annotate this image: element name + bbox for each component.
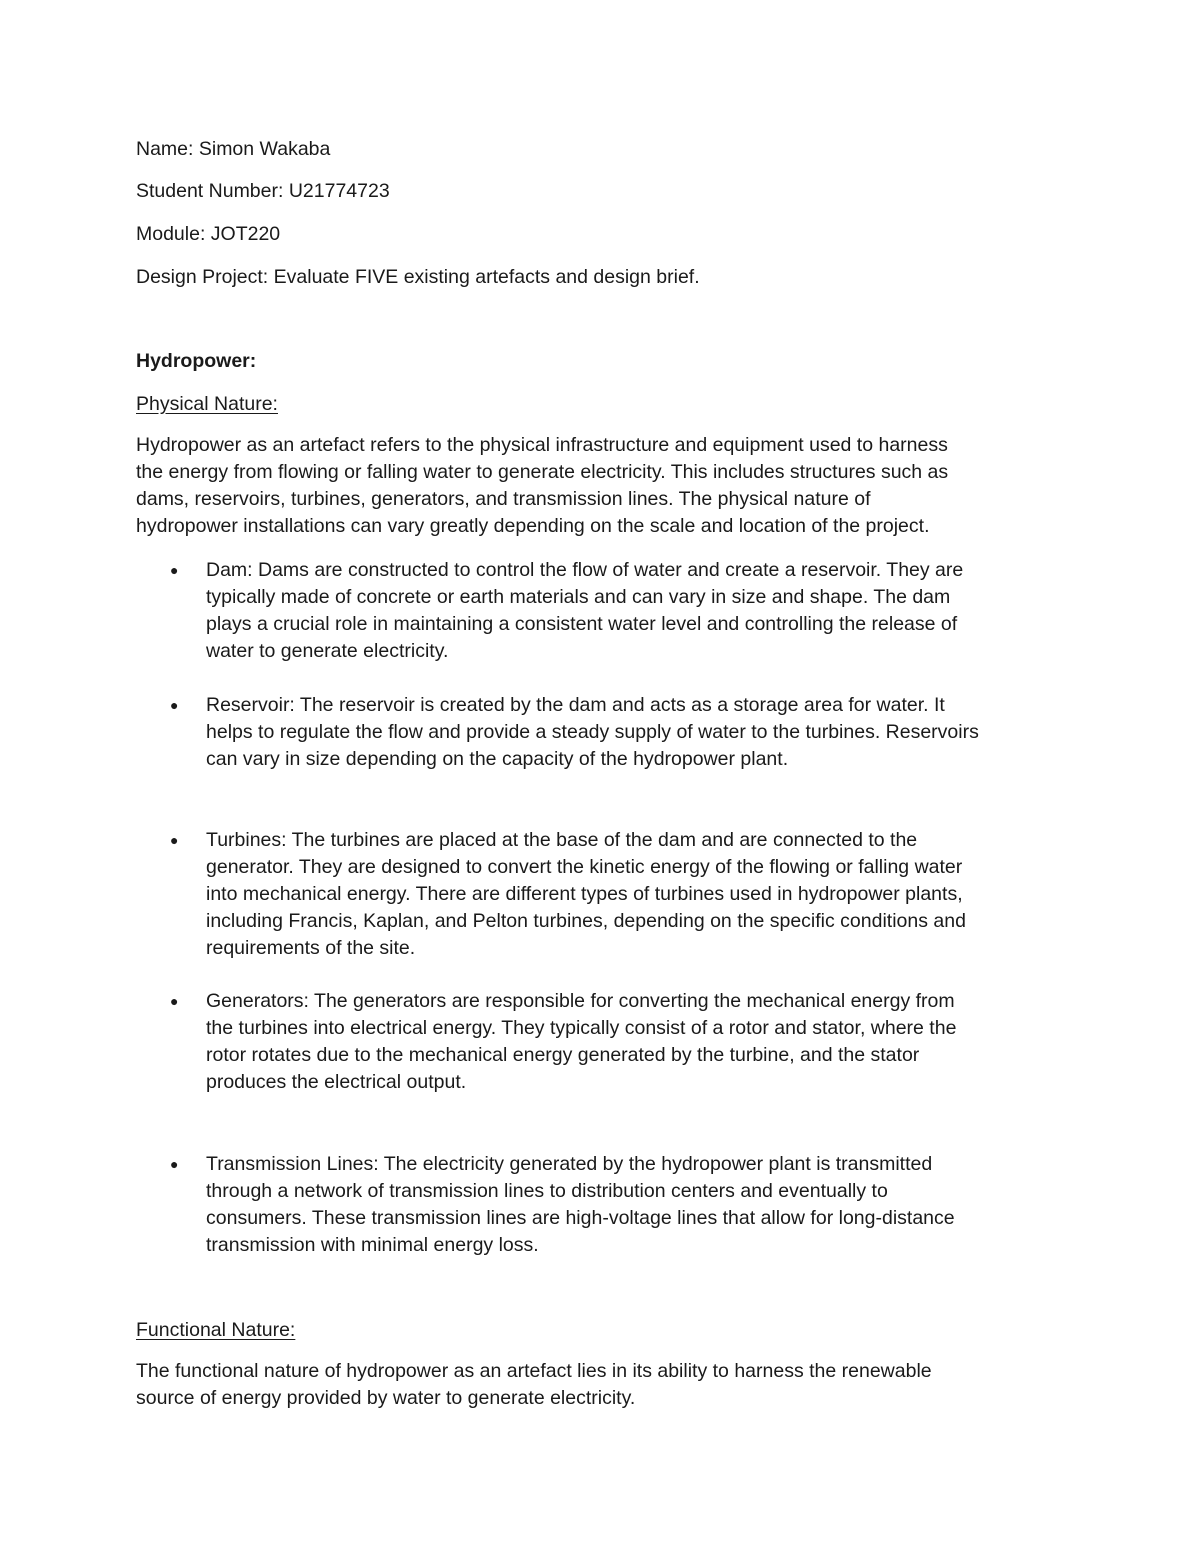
functional-nature-heading: Functional Nature: [136,1319,296,1341]
bullet-line: the turbines into electrical energy. They typically consist of a rotor and stator, where the [206,1017,957,1039]
bullet-text [206,692,1076,773]
bullet-line: including Francis, Kaplan, and Pelton turbines, depending on the specific conditions and [206,910,966,932]
student-name: Name: Simon Wakaba [136,138,331,160]
bullet-dot-icon: ● [170,1156,179,1172]
bullet-line: through a network of transmission lines to distribution centers and eventually to [206,1180,888,1202]
intro-line: hydropower installations can vary greatly depending on the scale and location of the project. [136,515,930,537]
bullet-line: Generators: The generators are responsible for converting the mechanical energy from [206,990,955,1012]
physical-nature-intro [136,432,1071,540]
student-number: Student Number: U21774723 [136,180,390,202]
intro-line: Hydropower as an artefact refers to the physical infrastructure and equipment used to harness [136,434,948,456]
bullet-line: produces the electrical output. [206,1071,467,1093]
bullet-text [206,557,1076,665]
bullet-line: Transmission Lines: The electricity generated by the hydropower plant is transmitted [206,1153,933,1175]
bullet-line: requirements of the site. [206,937,416,959]
intro-line: dams, reservoirs, turbines, generators, and transmission lines. The physical nature of [136,488,871,510]
bullet-text [206,827,1076,962]
bullet-line: typically made of concrete or earth materials and can vary in size and shape. The dam [206,586,951,608]
bullet-line: can vary in size depending on the capacity of the hydropower plant. [206,748,789,770]
bullet-line: water to generate electricity. [206,640,449,662]
bullet-line: generator. They are designed to convert the kinetic energy of the flowing or falling water [206,856,963,878]
design-project-title: Design Project: Evaluate FIVE existing artefacts and design brief. [136,266,700,288]
bullet-dot-icon: ● [170,562,179,578]
bullet-dot-icon: ● [170,993,179,1009]
bullet-line: Turbines: The turbines are placed at the base of the dam and are connected to the [206,829,918,851]
functional-line: source of energy provided by water to generate electricity. [136,1387,636,1409]
section-title: Hydropower: [136,350,257,372]
bullet-line: Dam: Dams are constructed to control the flow of water and create a reservoir. They are [206,559,964,581]
functional-nature-text [136,1358,1071,1412]
module-code: Module: JOT220 [136,223,281,245]
bullet-dot-icon: ● [170,832,179,848]
bullet-text [206,1151,1076,1259]
physical-nature-heading: Physical Nature: [136,393,278,415]
bullet-line: Reservoir: The reservoir is created by the dam and acts as a storage area for water. It [206,694,945,716]
bullet-dot-icon: ● [170,697,179,713]
bullet-line: helps to regulate the flow and provide a steady supply of water to the turbines. Reservoirs [206,721,979,743]
bullet-line: plays a crucial role in maintaining a consistent water level and controlling the release of [206,613,958,635]
bullet-text [206,988,1076,1096]
bullet-line: into mechanical energy. There are different types of turbines used in hydropower plants, [206,883,963,905]
bullet-line: consumers. These transmission lines are high-voltage lines that allow for long-distance [206,1207,955,1229]
bullet-line: transmission with minimal energy loss. [206,1234,539,1256]
functional-line: The functional nature of hydropower as an artefact lies in its ability to harness the renewable [136,1360,932,1382]
intro-line: the energy from flowing or falling water to generate electricity. This includes structures such as [136,461,949,483]
bullet-line: rotor rotates due to the mechanical energy generated by the turbine, and the stator [206,1044,920,1066]
